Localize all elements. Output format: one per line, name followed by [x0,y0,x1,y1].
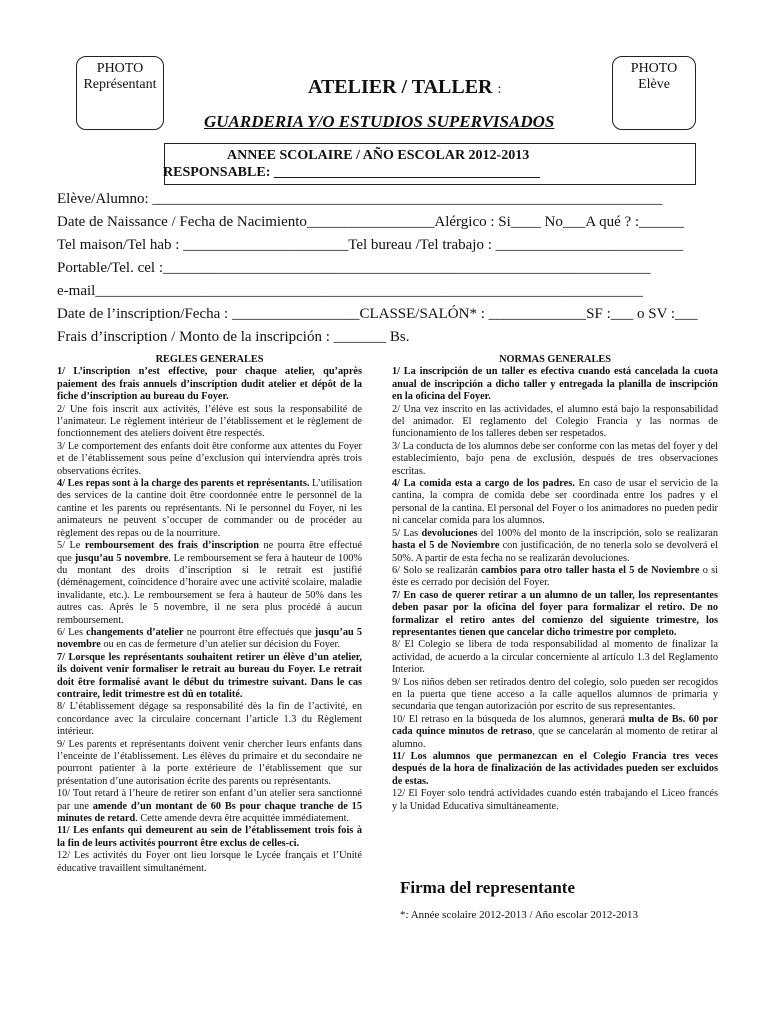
frais-field[interactable]: Frais d’inscription / Monto de la inscripción : _______ Bs. [57,329,410,345]
regle-1-text: 1/ L’inscription n’est effective, pour chaque atelier, qu’après paiement des frais annuels d’inscription dudit atelier et dépôt de la fiche d’inscription au bureau du Foyer. [57,366,362,403]
regle-4 [57,478,362,540]
photo-left-label: PHOTO [96,61,144,76]
regle-4-text: L’utilisation des services de la cantine doit être coordonnée entre le personnel de la cantine et les parents ou représentants. Ni le personnel du Foyer, ni les animateurs ne peuvent s’occuper de commander ou de procéder au règlement des repas ou de la nourriture. [57,478,362,539]
regles-heading: REGLES GENERALES [155,354,264,365]
regle-5-b: remboursement des frais d’inscription [84,540,259,552]
regle-1 [57,366,362,403]
inscription-field[interactable]: Date de l’inscription/Fecha : _________________CLASSE/SALÓN* : _____________SF :___ o SV :___ [57,306,698,322]
regle-5 [57,540,362,627]
normas-generales-column [392,354,718,813]
photo-representant-box [76,56,164,130]
eleve-field[interactable]: Elève/Alumno: ____________________________________________________________________ [57,191,663,207]
regle-6-e: ou en cas de fermeture d’un atelier sur décision du Foyer. [100,639,340,651]
norma-4-text: En caso de usar el servicio de la cantina, la compra de comida debe ser coordinada entre los padres y el personal de la cantina. El personal del Foyer o los animadores no pueden pedir ni cancelar comida para los alumnos. [392,478,718,527]
norma-6-a: 6/ Solo se realizarán [392,564,481,576]
regle-3: 3/ Le comportement des enfants doit être conforme aux attentes du Foyer et de l’établissement sous peine d’exclusion qui interviendra après trois observations écrites. [57,440,362,477]
regle-6 [57,627,362,652]
norma-2: 2/ Una vez inscrito en las actividades, el alumno está bajo la responsabilidad del animador. El reglamento del Colegio Francia y las normas de funcionamiento de los talleres deben ser respetados. [392,403,718,440]
regle-7-text: 7/ Lorsque les représentants souhaitent retirer un élève d’un atelier, ils doivent venir formaliser le retrait au bureau du Foyer. Le retrait doit être formalisé avant le début du trimestre suivant. Dans le cas contraire, ledit trimestre est dû en totalité. [57,651,362,700]
regle-2: 2/ Une fois inscrit aux activités, l’élève est sous la responsabilité de l’animateur. Le règlement intérieur de l’établissement et le règlement de fonctionnement des ateliers doivent être respectés. [57,403,362,440]
regle-5-a: 5/ Le [57,540,85,552]
normas-heading: NORMAS GENERALES [499,354,611,365]
norma-6-c: o si éste es cerrado por decisión del Foyer. [392,564,718,589]
norma-4 [392,478,718,528]
regle-6-d: jusqu’au 5 novembre [57,626,362,651]
norma-5-b: devoluciones [421,527,478,539]
regle-8: 8/ L’établissement dégage sa responsabilité dès la fin de l’activité, en concordance avec la circulaire concernant l’article 1.3 du Règlement intérieur. [57,701,362,738]
regle-10-a: 10/ Tout retard à l’heure de retirer son enfant d’un atelier sera sanctionné par une [57,788,362,812]
regle-10 [57,788,362,825]
norma-11-text: 11/ Los alumnos que permanezcan en el Colegio Francia tres veces después de la hora de finalización de las actividades pueden ser excluidos de estas. [392,751,718,787]
norma-5 [392,528,718,565]
regle-10-b: amende d’un montant de 60 Bs pour chaque tranche de 15 minutes de retard [57,800,362,825]
regle-7 [57,652,362,702]
norma-5-c: del 100% del monto de la inscripción, solo se realizaran [477,527,718,539]
regles-generales-column [57,354,362,875]
norma-10 [392,714,718,751]
regle-6-b: changements d’atelier [86,626,184,638]
regle-5-d: jusqu’au 5 novembre [74,552,169,564]
photo-eleve-box [612,56,696,130]
norma-5-d: hasta el 5 de Noviembre [392,540,500,552]
title-colon: : [497,82,502,97]
school-year-box [164,143,696,185]
responsable-line: RESPONSABLE: ______________________________________ [163,165,540,180]
regle-6-a: 6/ Les [57,626,87,638]
photo-right-caption: Elève [638,77,670,92]
page-title [308,76,501,99]
portable-field[interactable]: Portable/Tel. cel :_________________________________________________________________ [57,260,651,276]
norma-10-a: 10/ El retraso en la búsqueda de los alumnos, generará [392,713,629,725]
tel-field[interactable]: Tel maison/Tel hab : ______________________Tel bureau /Tel trabajo : _________________________ [57,237,684,253]
norma-5-e: con justificación, de no tenerla solo se devolverá el 50%. A partir de esta fecha no se realizarán devoluciones. [392,540,718,564]
norma-7-text: 7/ En caso de querer retirar a un alumno de un taller, los representantes deben pasar por la oficina del foyer para formalizar el retiro. De no formalizar el retiro antes del comienzo del siguiente trimestre, los representantes tienen que cancelar dicho trimestre por completo. [392,589,718,638]
naissance-field[interactable]: Date de Naissance / Fecha de Nacimiento_________________Alérgico : Si____ No___A qué ? :______ [57,214,685,230]
regle-10-c: . Cette amende devra être acquittée immédiatement. [135,813,350,825]
photo-right-label: PHOTO [630,61,678,76]
norma-1-text: 1/ La inscripción de un taller es efectiva cuando está cancelada la cuota anual de inscripción a dicho taller y entregada la planilla de inscripción en la oficina del Foyer. [392,366,718,403]
regle-5-c: ne pourra être effectué que [57,540,362,564]
regle-11-text: 11/ Les enfants qui demeurent au sein de l’établissement trois fois à la fin de leurs activités pourront être exclus de celles-ci. [57,825,362,849]
regle-9: 9/ Les parents et représentants doivent venir chercher leurs enfants dans l’enceinte de l’établissement. Les élèves du primaire et du secondaire ne pourront patienter à la porte extérieure de l’établissement que sur présentation d’une autorisation écrite des parents ou représentants. [57,738,362,787]
firma-label: Firma del representante [400,878,575,897]
norma-8: 8/ El Colegio se libera de toda responsabilidad al momento de finalizar la actividad, de acuerdo a la circular concerniente al artículo 1.3 del Reglamento Interior. [392,639,718,676]
norma-9: 9/ Los niños deben ser retirados dentro del colegio, solo pueden ser recogidos en la puerta que tiene acceso a la calle aquellos alumnos de primaria y secundaria que tengan autorización por escrito de sus representantes. [392,676,718,713]
regle-6-c: ne pourront être effectués que [183,626,315,638]
footnote: *: Année scolaire 2012-2013 / Año escolar 2012-2013 [400,909,638,921]
norma-12: 12/ El Foyer solo tendrá actividades cuando estén trabajando el Liceo francés y la Unidad Educativa simultáneamente. [392,788,718,812]
regle-4-bold: 4/ Les repas sont à la charge des parents et représentants. [57,478,310,490]
photo-left-caption: Représentant [83,77,157,92]
regle-11 [57,825,362,850]
regle-5-e: . Le remboursement se fera à hauteur de 100% du montant des droits d’inscription si le retrait est justifié (déménagement, coïncidence d’horaire avec une activité scolaire, maladie invalidante, etc.). Le remboursement se fera à hauteur de 50% dans les autres cas. Après le 5 novembre, il ne sera plus procédé à aucun remboursement. [57,552,362,626]
regle-12: 12/ Les activités du Foyer ont lieu lorsque le Lycée français et l’Unité éducative travaillent simultanément. [57,850,362,874]
email-field[interactable]: e-mail_________________________________________________________________________ [57,283,643,299]
norma-1 [392,366,718,403]
norma-6 [392,565,718,590]
norma-4-bold: 4/ La comida esta a cargo de los padres. [392,478,575,490]
norma-5-a: 5/ Las [392,527,422,539]
norma-10-c: , que se cancelarán al momento de retirar al alumno. [392,726,719,750]
norma-6-b: cambios para otro taller hasta el 5 de Noviembre [480,564,700,576]
norma-7 [392,590,718,640]
page-subtitle: GUARDERIA Y/O ESTUDIOS SUPERVISADOS [204,112,555,131]
norma-11 [392,751,718,788]
norma-3: 3/ La conducta de los alumnos debe ser conforme con las metas del foyer y del establecimiento, bajo pena de exclusión, después de tres observaciones escritas. [392,440,718,477]
norma-10-b: multa de Bs. 60 por cada quince minutos de retraso [392,713,718,738]
title-text: ATELIER / TALLER [308,76,493,98]
school-year-line: ANNEE SCOLAIRE / AÑO ESCOLAR 2012-2013 [227,148,530,163]
